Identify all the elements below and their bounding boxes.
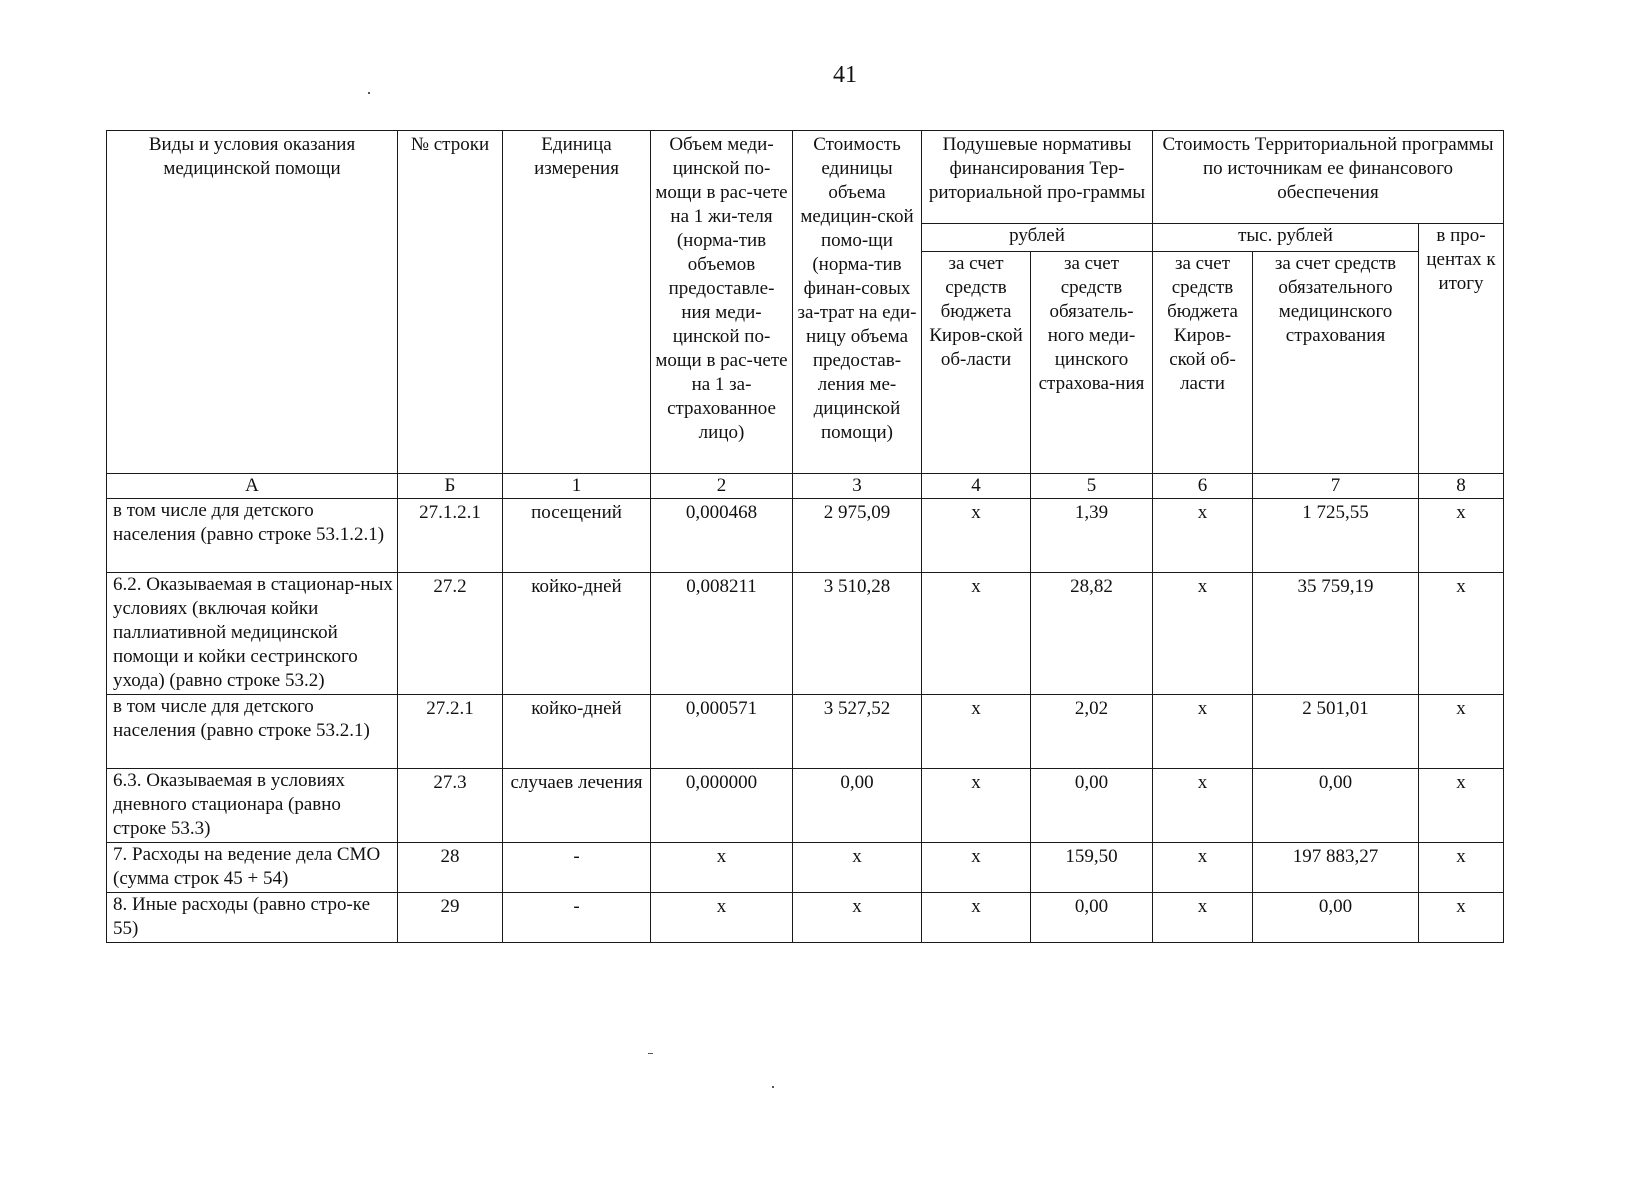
row-line-number: 27.2.1 [398, 695, 503, 769]
row-col-8: х [1419, 843, 1504, 893]
row-unit: - [503, 843, 651, 893]
row-unit: - [503, 893, 651, 943]
index-cell: 7 [1253, 474, 1419, 499]
row-line-number: 29 [398, 893, 503, 943]
header-thousand-rubles: тыс. рублей [1153, 224, 1419, 252]
row-line-number: 27.2 [398, 573, 503, 695]
index-cell: 5 [1031, 474, 1153, 499]
row-col-7: 0,00 [1253, 893, 1419, 943]
row-col-4: х [922, 573, 1031, 695]
row-col-5: 1,39 [1031, 499, 1153, 573]
table-row [107, 695, 1504, 769]
scan-speck [772, 1086, 774, 1088]
row-col-7: 2 501,01 [1253, 695, 1419, 769]
row-cost: х [793, 843, 922, 893]
row-col-4: х [922, 893, 1031, 943]
index-cell: 8 [1419, 474, 1504, 499]
row-cost: 3 510,28 [793, 573, 922, 695]
row-col-5: 0,00 [1031, 769, 1153, 843]
index-cell: А [107, 474, 398, 499]
index-cell: 4 [922, 474, 1031, 499]
header-col-a: Виды и условия оказания медицинской помощи [107, 131, 398, 474]
row-col-5: 159,50 [1031, 843, 1153, 893]
row-volume: 0,000000 [651, 769, 793, 843]
header-col-6: за счет средств бюджета Киров-ской об-ласти [1153, 252, 1253, 474]
header-group-norms: Подушевые нормативы финансирования Тер-риториальной про-граммы [922, 131, 1153, 224]
index-cell: 3 [793, 474, 922, 499]
row-cost: х [793, 893, 922, 943]
row-line-number: 27.3 [398, 769, 503, 843]
row-col-6: х [1153, 573, 1253, 695]
index-cell: 1 [503, 474, 651, 499]
row-col-4: х [922, 769, 1031, 843]
row-line-number: 27.1.2.1 [398, 499, 503, 573]
row-col-4: х [922, 499, 1031, 573]
row-col-7: 0,00 [1253, 769, 1419, 843]
row-col-7: 1 725,55 [1253, 499, 1419, 573]
header-col-2: Объем меди-цинской по-мощи в рас-чете на 1 жи-теля (норма-тив объемов предоставле-ния меди-цинской по-мощи в рас-чете на 1 за-страхованное лицо) [651, 131, 793, 474]
scan-speck [648, 1053, 653, 1054]
page-number: 41 [833, 62, 857, 88]
row-col-4: х [922, 843, 1031, 893]
row-col-8: х [1419, 573, 1504, 695]
scan-speck [368, 92, 370, 94]
row-name: 7. Расходы на ведение дела СМО (сумма строк 45 + 54) [107, 843, 398, 893]
row-col-6: х [1153, 893, 1253, 943]
table-row [107, 843, 1504, 893]
row-name: в том числе для детского населения (равно строке 53.2.1) [107, 695, 398, 769]
row-volume: 0,000571 [651, 695, 793, 769]
row-name: 6.2. Оказываемая в стационар-ных условиях (включая койки паллиативной медицинской помощи и койки сестринского ухода) (равно строке 53.2) [107, 573, 398, 695]
row-unit: койко-дней [503, 695, 651, 769]
index-cell: Б [398, 474, 503, 499]
header-row-1 [107, 131, 1504, 224]
row-col-8: х [1419, 769, 1504, 843]
row-col-5: 2,02 [1031, 695, 1153, 769]
row-name: в том числе для детского населения (равно строке 53.1.2.1) [107, 499, 398, 573]
row-volume: 0,000468 [651, 499, 793, 573]
data-table-wrapper [106, 130, 1504, 943]
row-col-5: 0,00 [1031, 893, 1153, 943]
header-col-1: Единица измерения [503, 131, 651, 474]
row-col-5: 28,82 [1031, 573, 1153, 695]
header-col-3: Стоимость единицы объема медицин-ской помо-щи (норма-тив финан-совых за-трат на еди-ницу объема предостав-ления ме-дицинской помощи) [793, 131, 922, 474]
index-row [107, 474, 1504, 499]
row-col-8: х [1419, 499, 1504, 573]
header-col-7: за счет средств обязательного медицинского страхования [1253, 252, 1419, 474]
index-cell: 2 [651, 474, 793, 499]
row-col-6: х [1153, 499, 1253, 573]
row-volume: х [651, 843, 793, 893]
row-col-8: х [1419, 695, 1504, 769]
row-unit: посещений [503, 499, 651, 573]
row-col-7: 197 883,27 [1253, 843, 1419, 893]
header-col-4: за счет средств бюджета Киров-ской об-ласти [922, 252, 1031, 474]
table-row [107, 499, 1504, 573]
index-cell: 6 [1153, 474, 1253, 499]
row-volume: х [651, 893, 793, 943]
table-row [107, 769, 1504, 843]
row-name: 8. Иные расходы (равно стро-ке 55) [107, 893, 398, 943]
row-unit: случаев лечения [503, 769, 651, 843]
row-unit: койко-дней [503, 573, 651, 695]
row-col-6: х [1153, 695, 1253, 769]
row-col-7: 35 759,19 [1253, 573, 1419, 695]
row-volume: 0,008211 [651, 573, 793, 695]
header-col-5: за счет средств обязатель-ного меди-цинского страхова-ния [1031, 252, 1153, 474]
row-cost: 0,00 [793, 769, 922, 843]
header-percent: в про-центах к итогу [1419, 224, 1504, 474]
header-col-b: № строки [398, 131, 503, 474]
table-row [107, 893, 1504, 943]
header-rubles: рублей [922, 224, 1153, 252]
row-line-number: 28 [398, 843, 503, 893]
row-col-6: х [1153, 769, 1253, 843]
row-col-8: х [1419, 893, 1504, 943]
header-group-cost: Стоимость Территориальной программы по источникам ее финансового обеспечения [1153, 131, 1504, 224]
row-cost: 3 527,52 [793, 695, 922, 769]
row-col-4: х [922, 695, 1031, 769]
table-row [107, 573, 1504, 695]
financing-table [106, 130, 1504, 943]
row-cost: 2 975,09 [793, 499, 922, 573]
row-name: 6.3. Оказываемая в условиях дневного стационара (равно строке 53.3) [107, 769, 398, 843]
row-col-6: х [1153, 843, 1253, 893]
